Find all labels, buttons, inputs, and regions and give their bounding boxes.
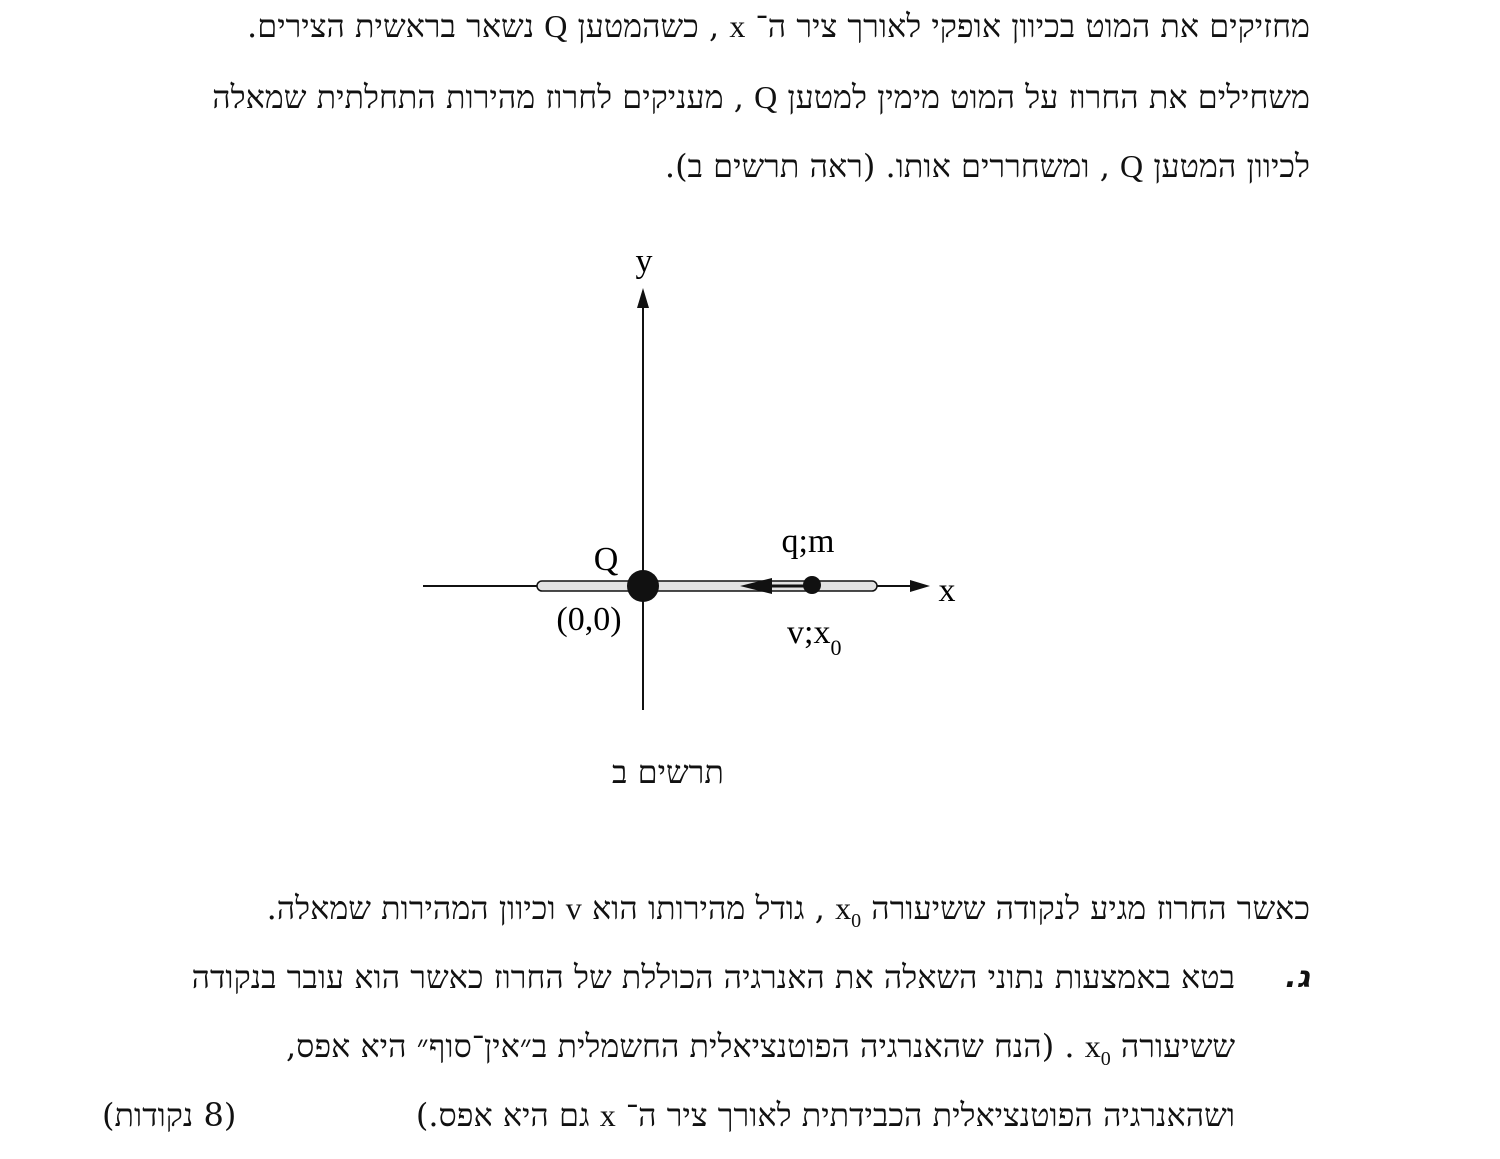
subscript-0: 0 xyxy=(1100,1048,1111,1070)
var-Q: Q xyxy=(1120,148,1144,184)
var-x: x xyxy=(729,8,746,44)
text-segment: , ומשחררים אותו. (ראה תרשים ב). xyxy=(664,147,1110,185)
var-Q: Q xyxy=(544,8,568,44)
var-x: x xyxy=(1084,1028,1101,1064)
origin-label: (0,0) xyxy=(556,601,622,638)
var-x0 xyxy=(835,890,862,932)
text-segment: , כשהמטען xyxy=(577,7,720,45)
text-segment: וכיוון המהירות שמאלה. xyxy=(266,889,556,927)
velocity-label-main: v;x xyxy=(787,614,831,651)
text-segment: נשאר בראשית הצירים. xyxy=(247,7,535,45)
subscript-0: 0 xyxy=(851,910,862,932)
velocity-label xyxy=(787,614,841,660)
var-x: x xyxy=(835,890,852,926)
y-axis-label: y xyxy=(635,243,653,280)
bead xyxy=(803,576,821,594)
x-axis-arrowhead xyxy=(910,580,930,592)
points-label: (8 נקודות) xyxy=(102,1096,237,1134)
var-x: x xyxy=(599,1097,616,1133)
charge-Q-label: Q xyxy=(593,541,619,578)
question-line-3 xyxy=(416,1095,1235,1135)
velocity-label-subscript: 0 xyxy=(830,635,842,660)
rod xyxy=(537,581,877,591)
text-segment: . (הנח שהאנרגיה הפוטנציאלית החשמלית ב״אין־סוף״ היא אפס, xyxy=(285,1027,1075,1065)
text-segment: מחזיקים את המוט בכיוון אופקי לאורך ציר ה־ xyxy=(755,7,1310,45)
figure-caption: תרשים ב xyxy=(612,753,724,791)
text-segment: , גודל מהירותו הוא xyxy=(591,889,825,927)
text-segment: גם היא אפס.) xyxy=(415,1096,590,1134)
y-axis-arrowhead xyxy=(637,288,649,308)
question-label: ג. xyxy=(1285,960,1310,995)
text-segment: כאשר החרוז מגיע לנקודה ששיעורה xyxy=(871,889,1310,927)
x-axis-label: x xyxy=(938,572,956,609)
bead-label: q;m xyxy=(781,523,835,560)
text-segment: לכיוון המטען xyxy=(1153,147,1310,185)
var-Q: Q xyxy=(754,79,778,115)
text-segment: משחילים את החרוז על המוט מימין למטען xyxy=(787,78,1310,116)
text-segment: , מעניקים לחרוז מהירות התחלתית שמאלה xyxy=(212,78,744,116)
text-segment: ששיעורה xyxy=(1120,1027,1235,1065)
body-line xyxy=(266,888,1310,932)
var-v: v xyxy=(565,890,582,926)
question-line-1: בטא באמצעות נתוני השאלה את האנרגיה הכוללת של החרוז כאשר הוא עובר בנקודה xyxy=(191,958,1235,996)
text-segment: ושהאנרגיה הפוטנציאלית הכבידתית לאורך ציר ה־ xyxy=(625,1096,1235,1134)
var-x0 xyxy=(1084,1028,1111,1070)
charge-Q xyxy=(627,570,659,602)
question-line-2 xyxy=(285,1026,1235,1070)
